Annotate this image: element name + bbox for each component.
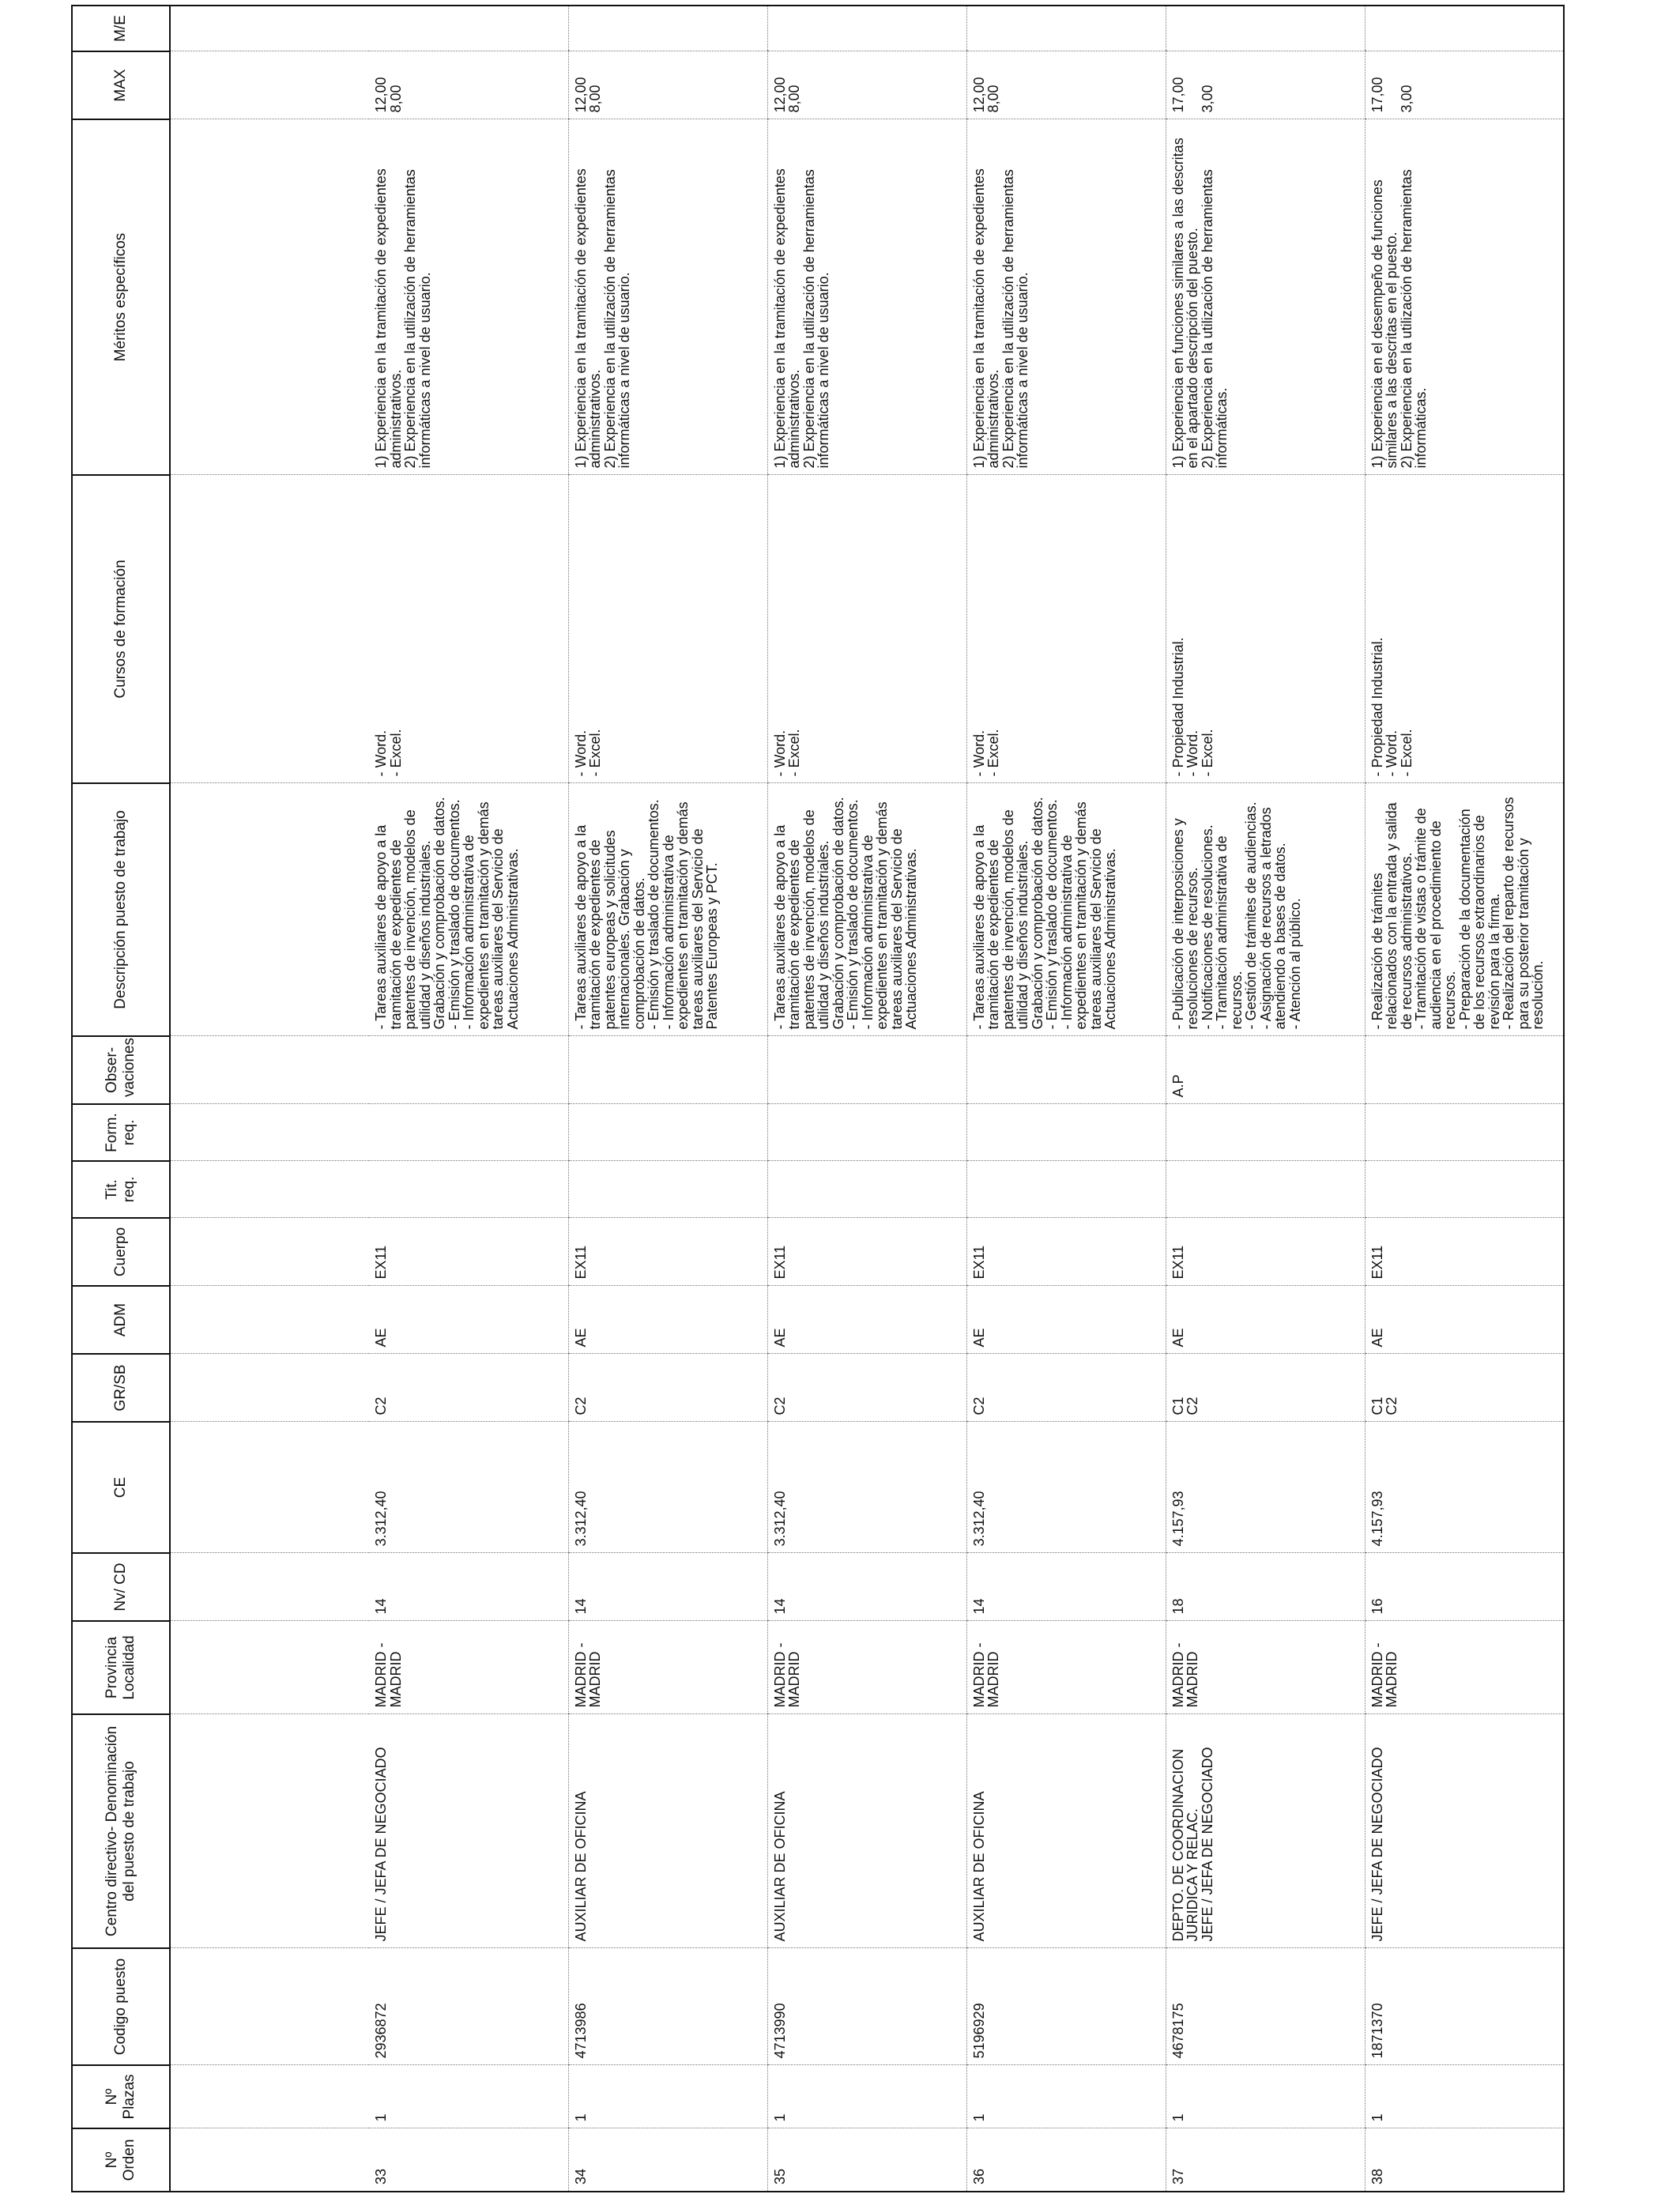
- titulacion-cell: [1365, 1161, 1564, 1218]
- header-meritos: Méritos específicos: [72, 119, 170, 475]
- header-codigo: Codigo puesto: [72, 1948, 170, 2065]
- nivel-cell: 14: [767, 1553, 966, 1621]
- table-row: [966, 6, 1166, 2192]
- header-grupo: GR/SB: [72, 1354, 170, 1422]
- grupo-cell: C2: [966, 1354, 1166, 1422]
- meritos-cell: 1) Experiencia en funciones similares a las descritas en el apartado descripción del puesto. 2) Experiencia en la utilización de herramientas informáticas.: [1166, 119, 1365, 475]
- cursos-cell: - Word. - Excel.: [369, 475, 568, 783]
- header-cuerpo: Cuerpo: [72, 1218, 170, 1286]
- table-row: [1365, 6, 1564, 2192]
- table-row: [1166, 6, 1365, 2192]
- observaciones-cell: [369, 1036, 568, 1104]
- cuerpo-cell: EX11: [1166, 1218, 1365, 1286]
- provincia-cell: MADRID - MADRID: [966, 1621, 1166, 1714]
- me-cell: [966, 6, 1166, 51]
- header-cursos: Cursos de formación: [72, 475, 170, 783]
- header-row: [72, 6, 170, 2192]
- max-cell: 12,00 8,00: [568, 51, 767, 119]
- meritos-cell: 1) Experiencia en la tramitación de expedientes administrativos. 2) Experiencia en la utilización de herramientas informáticas a nivel de usuario.: [966, 119, 1166, 475]
- header-orden: Nº Orden: [72, 2128, 170, 2192]
- header-adm: ADM: [72, 1286, 170, 1354]
- header-provincia: Provincia Localidad: [72, 1621, 170, 1714]
- centro-text: JEFE / JEFA DE NEGOCIADO: [1369, 1747, 1385, 1942]
- adm-cell: AE: [966, 1286, 1166, 1354]
- adm-cell: AE: [767, 1286, 966, 1354]
- grupo-cell: C2: [767, 1354, 966, 1422]
- me-cell: [369, 6, 568, 51]
- orden-cell: 35: [767, 2128, 966, 2192]
- header-titulacion: Tit. req.: [72, 1161, 170, 1218]
- titulacion-cell: [966, 1161, 1166, 1218]
- max-cell: 17,00 3,00: [1166, 51, 1365, 119]
- centro-cell: [1166, 1714, 1365, 1948]
- formacion-cell: [767, 1104, 966, 1161]
- descripcion-cell: - Tareas auxiliares de apoyo a la tramitación de expedientes de patentes de invención, modelos de utilidad y diseños industriales. Grabación y comprobación de datos. - Emisión y traslado de documentos. - Información administrativa de expedientes en tramitación y demás tareas auxiliares del Servicio de Actuaciones Administrativas.: [369, 783, 568, 1036]
- adm-cell: AE: [568, 1286, 767, 1354]
- cuerpo-cell: EX11: [568, 1218, 767, 1286]
- meritos-cell: 1) Experiencia en la tramitación de expedientes administrativos. 2) Experiencia en la utilización de herramientas informáticas a nivel de usuario.: [369, 119, 568, 475]
- ce-cell: 3.312,40: [966, 1422, 1166, 1553]
- centro-cell: [767, 1714, 966, 1948]
- plazas-cell: 1: [369, 2065, 568, 2128]
- titulacion-cell: [767, 1161, 966, 1218]
- descripcion-cell: - Tareas auxiliares de apoyo a la tramitación de expedientes de patentes de invención, modelos de utilidad y diseños industriales. Grabación y comprobación de datos. - Emisión y traslado de documentos. - Información administrativa de expedientes en tramitación y demás tareas auxiliares del Servicio de Actuaciones Administrativas.: [966, 783, 1166, 1036]
- meritos-cell: 1) Experiencia en la tramitación de expedientes administrativos. 2) Experiencia en la utilización de herramientas informáticas a nivel de usuario.: [767, 119, 966, 475]
- formacion-cell: [1166, 1104, 1365, 1161]
- titulacion-cell: [568, 1161, 767, 1218]
- codigo-cell: 4713990: [767, 1948, 966, 2065]
- cuerpo-cell: EX11: [1365, 1218, 1564, 1286]
- ce-cell: 4.157,93: [1166, 1422, 1365, 1553]
- observaciones-cell: [966, 1036, 1166, 1104]
- ce-cell: 4.157,93: [1365, 1422, 1564, 1553]
- header-ce: CE: [72, 1422, 170, 1553]
- adm-cell: AE: [1166, 1286, 1365, 1354]
- cuerpo-cell: EX11: [369, 1218, 568, 1286]
- formacion-cell: [966, 1104, 1166, 1161]
- nivel-cell: 14: [369, 1553, 568, 1621]
- max-cell: 12,00 8,00: [767, 51, 966, 119]
- centro-text: JEFE / JEFA DE NEGOCIADO: [1199, 1747, 1215, 1942]
- observaciones-cell: [767, 1036, 966, 1104]
- table-row: [767, 6, 966, 2192]
- nivel-cell: 16: [1365, 1553, 1564, 1621]
- meritos-cell: 1) Experiencia en el desempeño de funciones similares a las descritas en el puesto. 2) Experiencia en la utilización de herramientas informáticas.: [1365, 119, 1564, 475]
- centro-cell: [369, 1714, 568, 1948]
- observaciones-cell: A.P: [1166, 1036, 1365, 1104]
- provincia-cell: MADRID - MADRID: [1365, 1621, 1564, 1714]
- observaciones-cell: [568, 1036, 767, 1104]
- formacion-cell: [568, 1104, 767, 1161]
- descripcion-cell: - Publicación de interposiciones y resoluciones de recursos. - Notificaciones de resoluciones. - Tramitación administrativa de recursos. - Gestión de trámites de audiencias. - Asignación de recursos a letrados atendiendo a bases de datos. - Atención al público.: [1166, 783, 1365, 1036]
- plazas-cell: 1: [1166, 2065, 1365, 2128]
- centro-text: AUXILIAR DE OFICINA: [970, 1791, 987, 1942]
- provincia-cell: MADRID - MADRID: [568, 1621, 767, 1714]
- ce-cell: 3.312,40: [369, 1422, 568, 1553]
- grupo-cell: C2: [568, 1354, 767, 1422]
- positions-table: [71, 5, 1565, 2192]
- header-centro: Centro directivo- Denominación del puesto de trabajo: [72, 1714, 170, 1948]
- provincia-cell: MADRID - MADRID: [1166, 1621, 1365, 1714]
- formacion-cell: [369, 1104, 568, 1161]
- centro-header-text: DEPTO. DE COORDINACION JURIDICA Y RELAC.: [1170, 1748, 1201, 1942]
- cursos-cell: - Propiedad Industrial. - Word. - Excel.: [1166, 475, 1365, 783]
- me-cell: [767, 6, 966, 51]
- orden-cell: 33: [369, 2128, 568, 2192]
- cursos-cell: - Word. - Excel.: [568, 475, 767, 783]
- max-cell: 12,00 8,00: [369, 51, 568, 119]
- provincia-cell: MADRID - MADRID: [767, 1621, 966, 1714]
- codigo-cell: 5196929: [966, 1948, 1166, 2065]
- centro-cell: [966, 1714, 1166, 1948]
- codigo-cell: 1871370: [1365, 1948, 1564, 2065]
- adm-cell: AE: [369, 1286, 568, 1354]
- max-cell: 12,00 8,00: [966, 51, 1166, 119]
- orden-cell: 36: [966, 2128, 1166, 2192]
- table-row: [568, 6, 767, 2192]
- header-observaciones: Obser- vaciones: [72, 1036, 170, 1104]
- grupo-cell: C1 C2: [1365, 1354, 1564, 1422]
- cursos-cell: - Propiedad Industrial. - Word. - Excel.: [1365, 475, 1564, 783]
- ce-cell: 3.312,40: [568, 1422, 767, 1553]
- codigo-cell: 2936872: [369, 1948, 568, 2065]
- plazas-cell: 1: [966, 2065, 1166, 2128]
- me-cell: [1166, 6, 1365, 51]
- rotated-table-sheet: [71, 6, 1546, 2192]
- cuerpo-cell: EX11: [767, 1218, 966, 1286]
- centro-cell: [1365, 1714, 1564, 1948]
- descripcion-cell: - Realización de trámites relacionados con la entrada y salida de recursos administrativos. - Tramitación de vistas o trámite de audiencia en el procedimiento de recursos. - Preparación de la documentación de los recursos extraordinarios de revisión para la firma. - Realización del reparto de recursos para su posterior tramitación y resolución.: [1365, 783, 1564, 1036]
- centro-text: AUXILIAR DE OFICINA: [771, 1791, 788, 1942]
- me-cell: [568, 6, 767, 51]
- table-row: [369, 6, 568, 2192]
- centro-text: AUXILIAR DE OFICINA: [572, 1791, 589, 1942]
- provincia-cell: MADRID - MADRID: [369, 1621, 568, 1714]
- max-cell: 17,00 3,00: [1365, 51, 1564, 119]
- cuerpo-cell: EX11: [966, 1218, 1166, 1286]
- adm-cell: AE: [1365, 1286, 1564, 1354]
- nivel-cell: 14: [568, 1553, 767, 1621]
- codigo-cell: 4678175: [1166, 1948, 1365, 2065]
- grupo-cell: C1 C2: [1166, 1354, 1365, 1422]
- me-cell: [1365, 6, 1564, 51]
- header-plazas: Nº Plazas: [72, 2065, 170, 2128]
- descripcion-cell: - Tareas auxiliares de apoyo a la tramitación de expedientes de patentes de invención, modelos de utilidad y diseños industriales. Grabación y comprobación de datos. - Emisión y traslado de documentos. - Información administrativa de expedientes en tramitación y demás tareas auxiliares del Servicio de Actuaciones Administrativas.: [767, 783, 966, 1036]
- descripcion-cell: - Tareas auxiliares de apoyo a la tramitación de expedientes de patentes europeas y solicitudes internacionales. Grabación y comprobación de datos. - Emisión y traslado de documentos. - Información administrativa de expedientes en tramitación y demás tareas auxiliares del Servicio de Patentes Europeas y PCT.: [568, 783, 767, 1036]
- formacion-cell: [1365, 1104, 1564, 1161]
- cursos-cell: - Word. - Excel.: [966, 475, 1166, 783]
- header-spacer-row: [170, 6, 369, 2192]
- centro-text: JEFE / JEFA DE NEGOCIADO: [373, 1747, 389, 1942]
- orden-cell: 38: [1365, 2128, 1564, 2192]
- codigo-cell: 4713986: [568, 1948, 767, 2065]
- titulacion-cell: [369, 1161, 568, 1218]
- plazas-cell: 1: [767, 2065, 966, 2128]
- plazas-cell: 1: [1365, 2065, 1564, 2128]
- orden-cell: 34: [568, 2128, 767, 2192]
- plazas-cell: 1: [568, 2065, 767, 2128]
- header-me: M/E: [72, 6, 170, 51]
- nivel-cell: 18: [1166, 1553, 1365, 1621]
- titulacion-cell: [1166, 1161, 1365, 1218]
- header-formacion: Form. req.: [72, 1104, 170, 1161]
- grupo-cell: C2: [369, 1354, 568, 1422]
- header-max: MAX: [72, 51, 170, 119]
- nivel-cell: 14: [966, 1553, 1166, 1621]
- orden-cell: 37: [1166, 2128, 1365, 2192]
- centro-cell: [568, 1714, 767, 1948]
- header-nivel: Nv/ CD: [72, 1553, 170, 1621]
- ce-cell: 3.312,40: [767, 1422, 966, 1553]
- cursos-cell: - Word. - Excel.: [767, 475, 966, 783]
- observaciones-cell: [1365, 1036, 1564, 1104]
- meritos-cell: 1) Experiencia en la tramitación de expedientes administrativos. 2) Experiencia en la utilización de herramientas informáticas a nivel de usuario.: [568, 119, 767, 475]
- header-descripcion: Descripción puesto de trabajo: [72, 783, 170, 1036]
